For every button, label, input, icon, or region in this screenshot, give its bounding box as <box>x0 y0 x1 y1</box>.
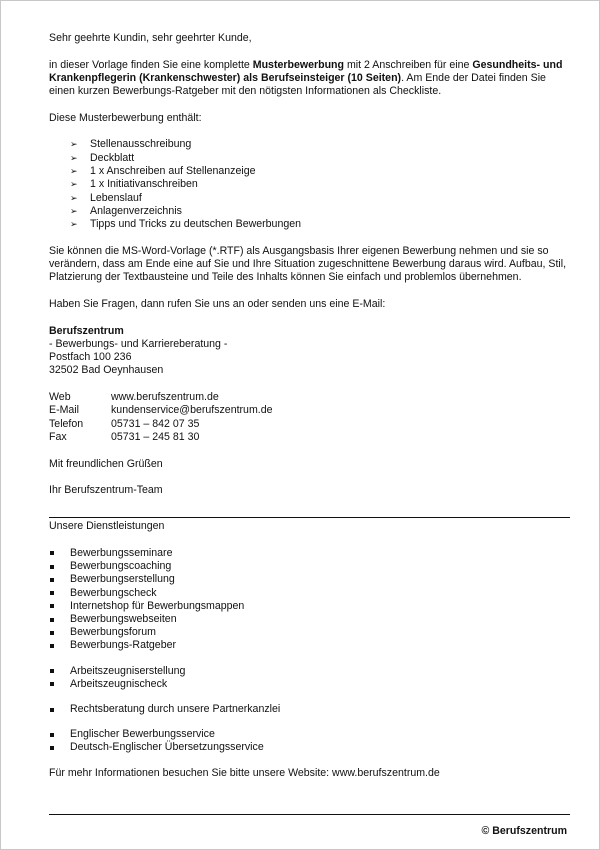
list-item: Rechtsberatung durch unsere Partnerkanzlei <box>49 703 571 716</box>
list-item: ➢ Deckblatt <box>70 151 135 164</box>
letter-body <box>49 32 571 780</box>
city: 32502 Bad Oeynhausen <box>49 364 164 377</box>
intro-bold-1: Musterbewerbung <box>252 58 344 71</box>
list-item: ➢ Lebenslauf <box>70 191 142 204</box>
list-item: Englischer Bewerbungsservice <box>49 728 571 741</box>
list-item: ➢ 1 x Initiativanschreiben <box>70 178 198 191</box>
intro-bold-2: Gesundheits- und Krankenpflegerin (Krankenschwester) als Berufseinsteiger (10 Seiten) <box>49 58 563 84</box>
table-row <box>49 404 273 417</box>
po-box: Postfach 100 236 <box>49 351 132 364</box>
arrow-bullet-icon: ➢ <box>70 139 78 150</box>
square-bullet-icon <box>50 746 54 750</box>
square-bullet-icon <box>50 551 54 555</box>
square-bullet-icon <box>50 578 54 582</box>
list-item: ➢ Stellenausschreibung <box>70 138 192 151</box>
services-list-main <box>49 547 571 653</box>
square-bullet-icon <box>50 591 54 595</box>
questions-paragraph: Haben Sie Fragen, dann rufen Sie uns an oder senden uns eine E-Mail: <box>49 297 386 310</box>
website-link[interactable]: www.berufszentrum.de <box>111 391 219 404</box>
square-bullet-icon <box>50 604 54 608</box>
arrow-bullet-icon: ➢ <box>70 152 78 163</box>
phone-value: 05731 – 842 07 35 <box>111 417 200 430</box>
square-bullet-icon <box>50 669 54 673</box>
company-name: Berufszentrum <box>49 324 124 337</box>
address-block <box>49 325 571 378</box>
square-bullet-icon <box>50 618 54 622</box>
list-item: ➢ Tipps und Tricks zu deutschen Bewerbungen <box>70 218 302 231</box>
table-row <box>49 391 273 404</box>
list-item: ➢ Anlagenverzeichnis <box>70 204 182 217</box>
company-tagline: - Bewerbungs- und Karriereberatung - <box>49 337 228 350</box>
list-item: Bewerbungscheck <box>49 587 571 600</box>
closing: Mit freundlichen Grüßen <box>49 457 163 470</box>
square-bullet-icon <box>50 565 54 569</box>
square-bullet-icon <box>50 644 54 648</box>
services-list-legal <box>49 703 571 716</box>
intro-text-3: . Am Ende der Datei finden Sie einen kurzen Bewerbungs-Ratgeber mit den nötigsten Informationen als Checkliste. <box>49 71 546 98</box>
contact-label: Fax <box>49 430 67 443</box>
square-bullet-icon <box>50 631 54 635</box>
arrow-bullet-icon: ➢ <box>70 205 78 216</box>
arrow-bullet-icon: ➢ <box>70 219 78 230</box>
services-list-certificates <box>49 665 571 691</box>
fax-value: 05731 – 245 81 30 <box>111 430 200 443</box>
contact-label: Telefon <box>49 417 84 430</box>
square-bullet-icon <box>50 708 54 712</box>
list-item: Arbeitszeugniserstellung <box>49 665 571 678</box>
table-row <box>49 431 273 444</box>
arrow-bullet-icon: ➢ <box>70 165 78 176</box>
services-heading: Unsere Dienstleistungen <box>49 520 165 533</box>
signature: Ihr Berufszentrum-Team <box>49 484 163 497</box>
list-item: Bewerbungsforum <box>49 626 571 639</box>
contact-table <box>49 391 273 444</box>
square-bullet-icon <box>50 682 54 686</box>
list-item: Deutsch-Englischer Übersetzungsservice <box>49 741 571 754</box>
list-item: Bewerbungs-Ratgeber <box>49 639 571 652</box>
intro-text-2: mit 2 Anschreiben für eine <box>344 58 473 71</box>
list-item: ➢ 1 x Anschreiben auf Stellenanzeige <box>70 164 256 177</box>
list-item: Internetshop für Bewerbungsmappen <box>49 600 571 613</box>
list-item: Bewerbungscoaching <box>49 560 571 573</box>
email-link[interactable]: kundenservice@berufszentrum.de <box>111 404 273 417</box>
arrow-bullet-icon: ➢ <box>70 179 78 190</box>
usage-paragraph: Sie können die MS-Word-Vorlage (*.RTF) als Ausgangsbasis Ihrer eigenen Bewerbung nehmen und sie so verändern, dass am Ende eine auf Sie und Ihre Situation zugeschnittene Bewerbung daraus wird. Aufbau, Stil, Platzierung der Textbausteine und Teile des Inhalts können Sie einfach und problemlos übernehmen. <box>49 244 567 284</box>
services-list-english <box>49 728 571 754</box>
list-item: Bewerbungsseminare <box>49 547 571 560</box>
table-row <box>49 418 273 431</box>
salutation: Sehr geehrte Kundin, sehr geehrter Kunde, <box>49 32 252 44</box>
contents-list <box>49 138 571 231</box>
list-item: Bewerbungserstellung <box>49 573 571 586</box>
intro-paragraph <box>49 59 571 99</box>
list-item: Arbeitszeugnischeck <box>49 678 571 691</box>
intro-text-1: in dieser Vorlage finden Sie eine komplette <box>49 58 253 71</box>
list-item: Bewerbungswebseiten <box>49 613 571 626</box>
contact-label: Web <box>49 391 71 404</box>
contact-label: E-Mail <box>49 404 80 417</box>
contents-heading: Diese Musterbewerbung enthält: <box>49 111 202 124</box>
more-info-text: Für mehr Informationen besuchen Sie bitte unsere Website: www.berufszentrum.de <box>49 766 440 779</box>
footer-divider <box>49 814 570 815</box>
square-bullet-icon <box>50 733 54 737</box>
copyright: © Berufszentrum <box>481 825 567 837</box>
arrow-bullet-icon: ➢ <box>70 192 78 203</box>
